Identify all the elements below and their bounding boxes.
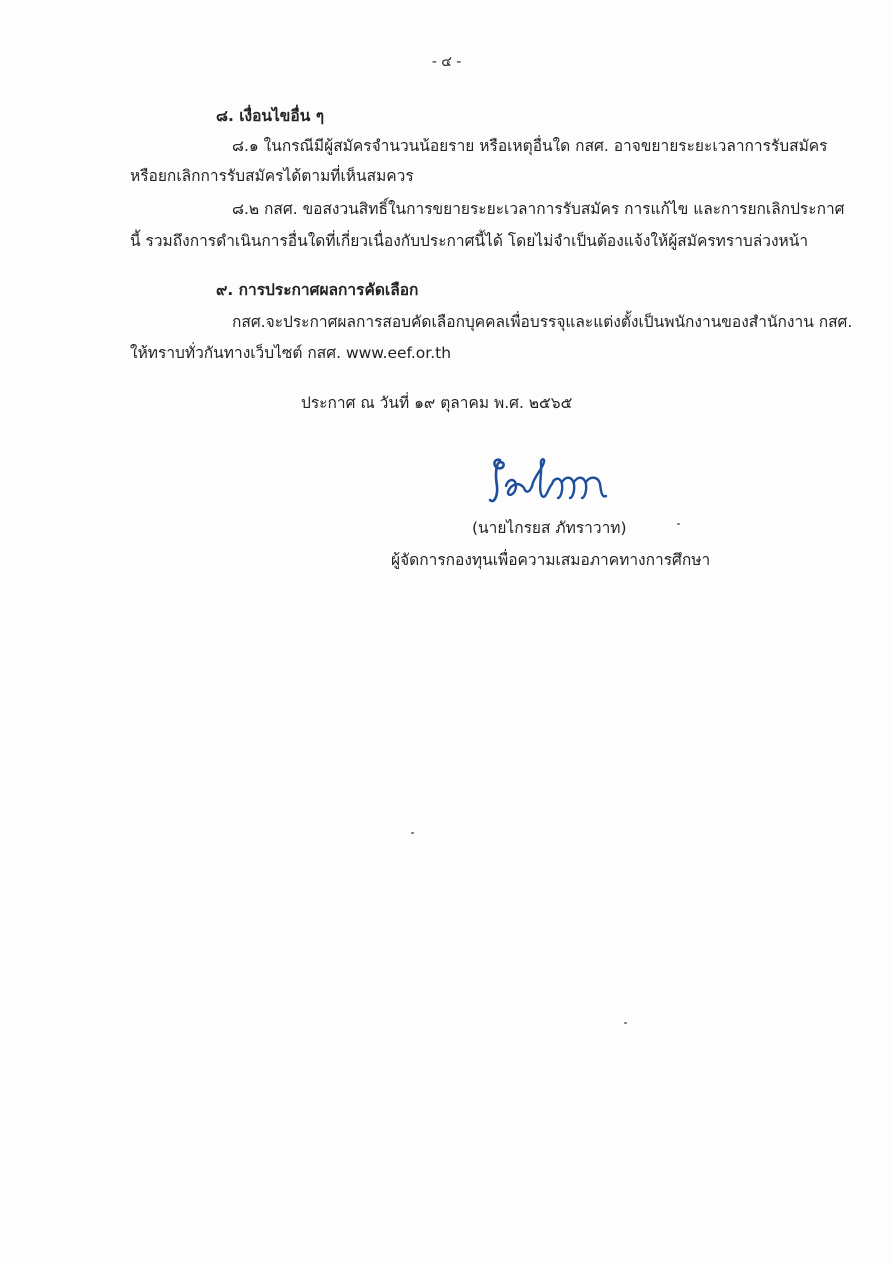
section8-heading: ๘. เงื่อนไขอื่น ๆ [216, 107, 325, 125]
section8-item1-line2: หรือยกเลิกการรับสมัครได้ตามที่เห็นสมควร [130, 167, 414, 185]
scan-speck [677, 523, 680, 525]
section9-heading: ๙. การประกาศผลการคัดเลือก [216, 281, 419, 299]
section8-item2-line1: ๘.๒ กสศ. ขอสงวนสิทธิ์ในการขยายระยะเวลาการรับสมัคร การแก้ไข และการยกเลิกประกาศ [232, 200, 845, 218]
scan-speck [624, 1022, 627, 1024]
section8-item1-line1: ๘.๑ ในกรณีมีผู้สมัครจำนวนน้อยราย หรือเหตุอื่นใด กสศ. อาจขยายระยะเวลาการรับสมัคร [232, 137, 828, 155]
section9-line1: กสศ.จะประกาศผลการสอบคัดเลือกบุคคลเพื่อบรรจุและแต่งตั้งเป็นพนักงานของสำนักงาน กสศ. [232, 313, 853, 331]
signer-title: ผู้จัดการกองทุนเพื่อความเสมอภาคทางการศึกษา [391, 551, 711, 569]
announcement-date: ประกาศ ณ วันที่ ๑๙ ตุลาคม พ.ศ. ๒๕๖๕ [301, 394, 573, 412]
section9-line2: ให้ทราบทั่วกันทางเว็บไซต์ กสศ. www.eef.or.th [130, 344, 452, 362]
page-number: - ๔ - [431, 54, 462, 70]
signature-image [486, 452, 614, 514]
signer-name: (นายไกรยส ภัทราวาท) [472, 519, 627, 537]
scan-speck [411, 832, 414, 834]
section8-item2-line2: นี้ รวมถึงการดำเนินการอื่นใดที่เกี่ยวเนื่องกับประกาศนี้ได้ โดยไม่จำเป็นต้องแจ้งให้ผู้สมัครทราบล่วงหน้า [130, 232, 809, 250]
